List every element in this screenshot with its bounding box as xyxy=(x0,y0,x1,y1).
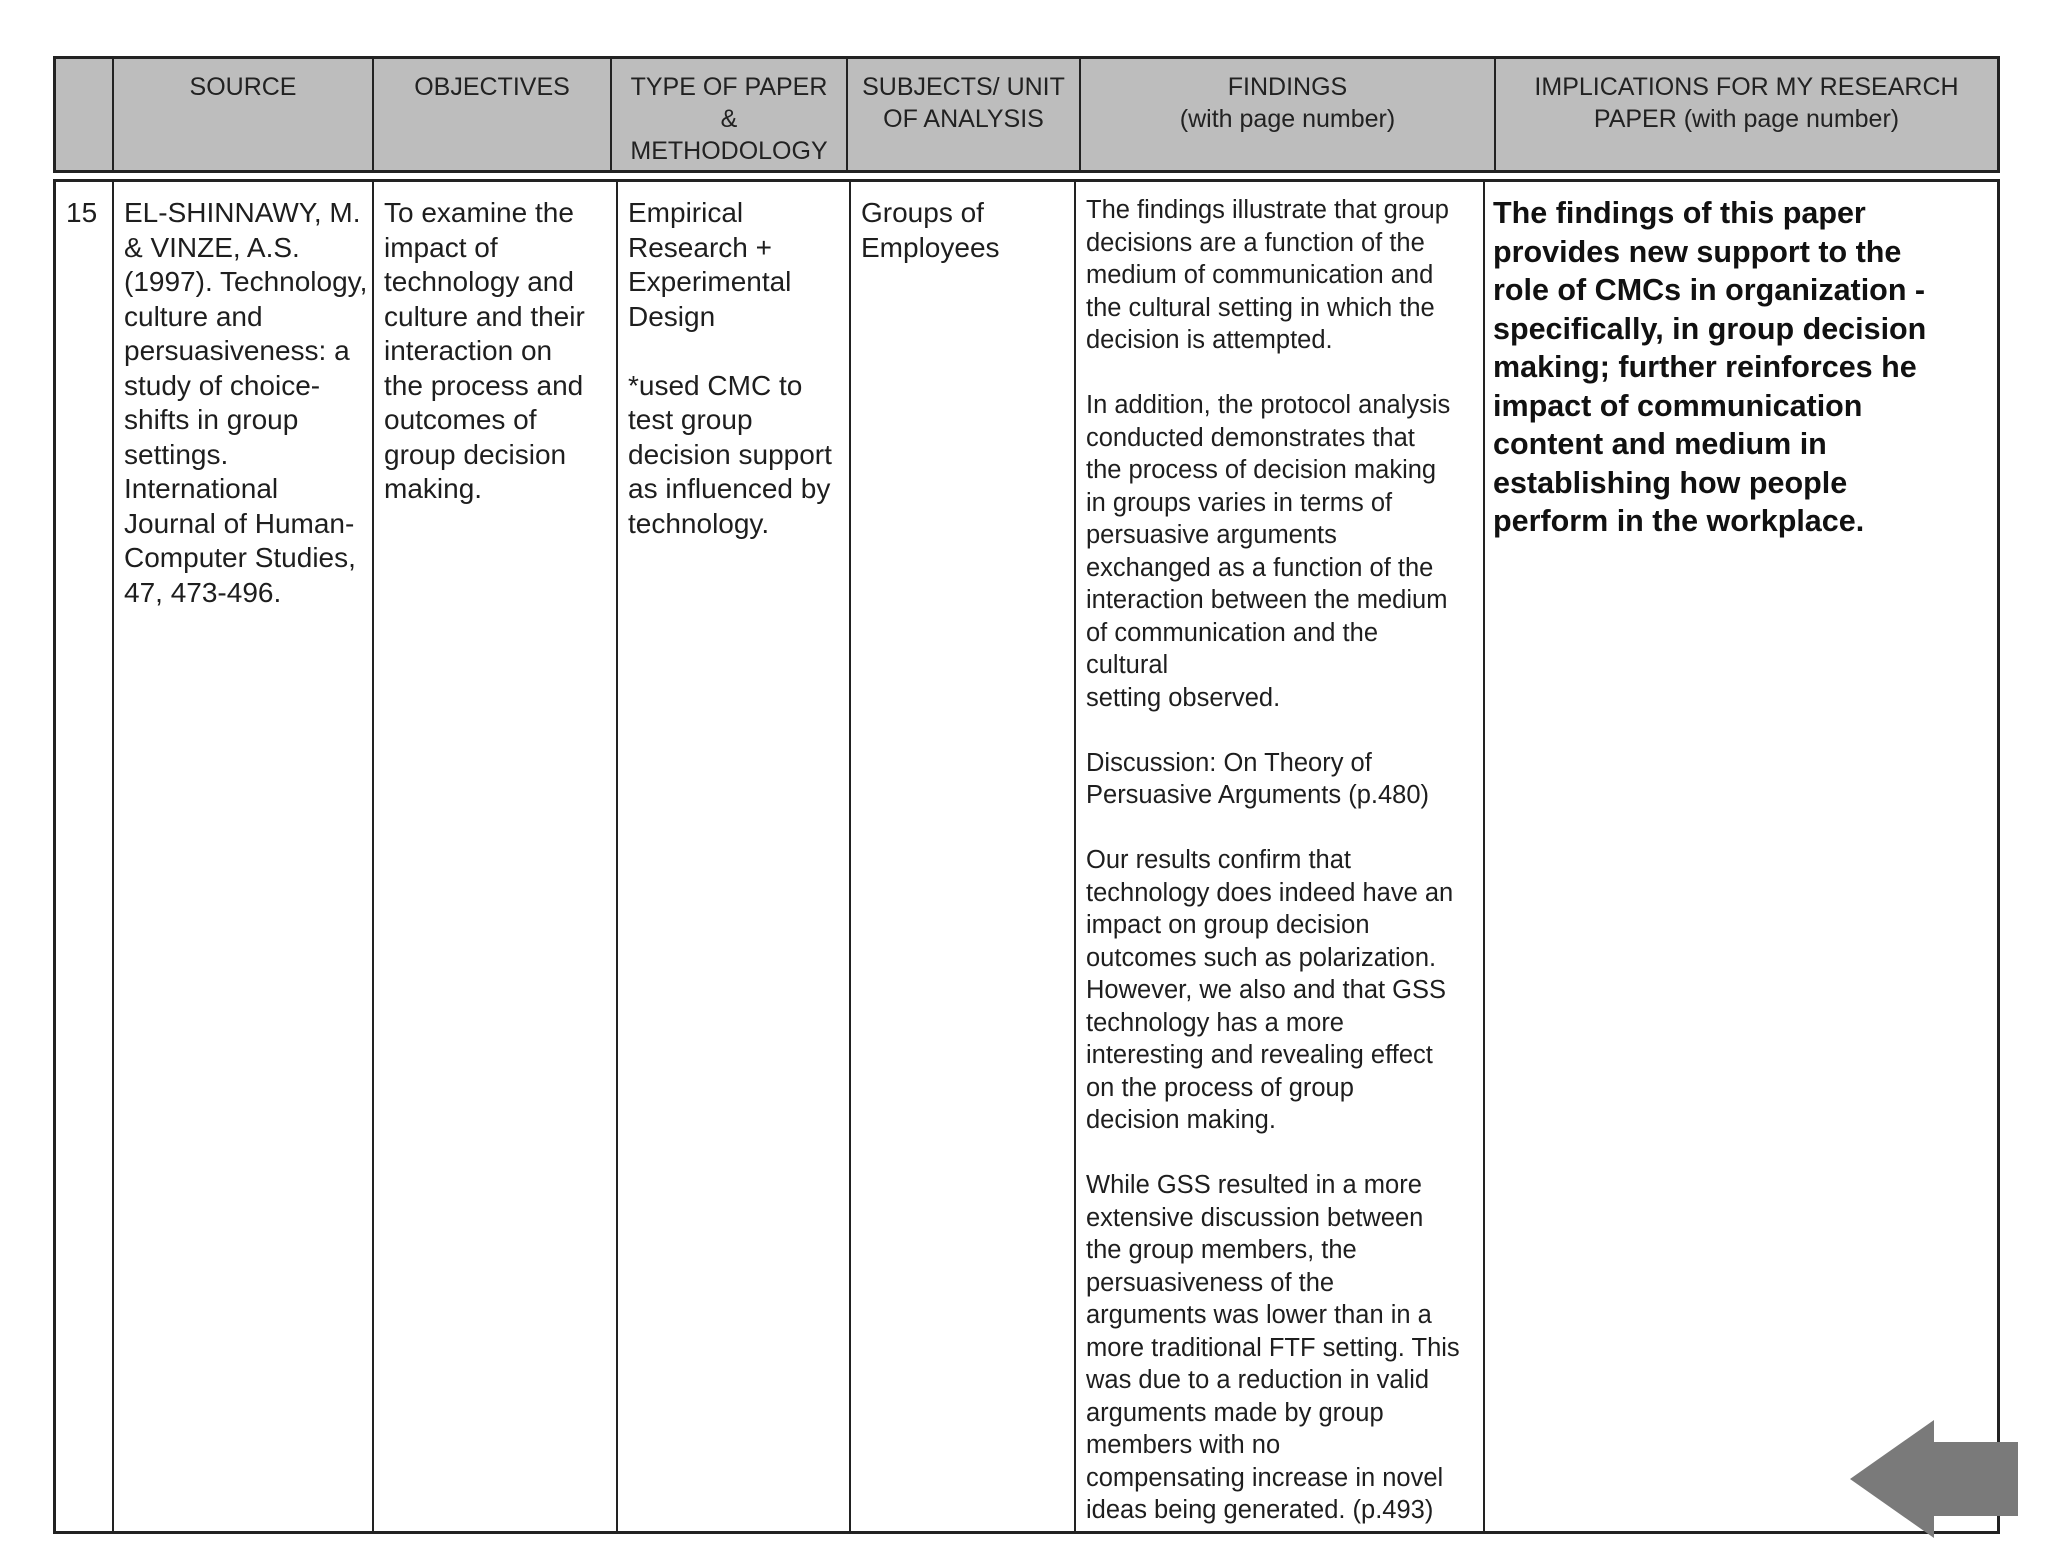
subject-line: Groups of xyxy=(861,197,984,228)
source-line: study of choice- xyxy=(124,369,321,401)
finding-line: interaction between the medium xyxy=(1086,586,1448,614)
methodology-line: technology. xyxy=(628,507,770,539)
finding-line: was due to a reduction in valid xyxy=(1086,1366,1430,1394)
finding-line: ideas being generated. (p.493) xyxy=(1086,1496,1434,1524)
finding-line: technology does indeed have an xyxy=(1086,878,1454,907)
source-line: International xyxy=(124,473,279,504)
header-col-implications xyxy=(1496,59,1997,170)
header-label-line: IMPLICATIONS FOR MY RESEARCH xyxy=(1534,73,1959,101)
findings-cell xyxy=(1076,182,1485,1531)
finding-line: medium of communication and xyxy=(1086,261,1434,289)
objective-line: impact of xyxy=(384,231,498,263)
paragraph-gap xyxy=(628,334,841,369)
header-col-findings xyxy=(1081,59,1496,170)
finding-line: the process of decision making xyxy=(1086,456,1437,484)
methodology-line: *used CMC to xyxy=(628,369,803,401)
header-label-line: OF ANALYSIS xyxy=(883,105,1044,133)
implication-line: provides new support to the xyxy=(1493,234,1902,269)
finding-line: outcomes such as polarization. xyxy=(1086,943,1437,972)
header-label-line: SOURCE xyxy=(189,73,297,101)
source-line: culture and xyxy=(124,300,263,332)
finding-line: decisions are a function of the xyxy=(1086,228,1425,257)
header-label-line: METHODOLOGY xyxy=(630,137,828,165)
source-line: Computer Studies, xyxy=(124,542,356,573)
objective-line: the process and xyxy=(384,369,584,401)
finding-line: members with no xyxy=(1086,1431,1281,1459)
table-row xyxy=(53,179,2000,1534)
objective-line: group decision xyxy=(384,438,567,470)
header-label-line: (with page number) xyxy=(1179,105,1396,133)
paragraph-gap xyxy=(1086,357,1475,390)
finding-line: in groups varies in terms of xyxy=(1086,488,1393,517)
finding-line: While GSS resulted in a more xyxy=(1086,1171,1422,1199)
finding-line: more traditional FTF setting. This xyxy=(1086,1333,1460,1362)
implication-line: impact of communication xyxy=(1493,388,1863,423)
methodology-line: Design xyxy=(628,300,716,332)
finding-line: persuasive arguments xyxy=(1086,521,1337,549)
finding-line: Persuasive Arguments (p.480) xyxy=(1086,781,1430,809)
finding-line: extensive discussion between xyxy=(1086,1203,1424,1232)
header-col-source xyxy=(114,59,374,170)
finding-line: setting observed. xyxy=(1086,683,1281,712)
subjects-cell xyxy=(851,182,1076,1531)
header-label-line: SUBJECTS/ UNIT xyxy=(862,73,1065,101)
arrow-left-icon xyxy=(1850,1420,2018,1538)
implication-line: role of CMCs in organization - xyxy=(1493,273,1926,307)
finding-line: conducted demonstrates that xyxy=(1086,423,1415,452)
objective-line: interaction on xyxy=(384,335,553,366)
finding-line: impact on group decision xyxy=(1086,911,1370,939)
source-cell xyxy=(114,182,374,1531)
implications-cell xyxy=(1485,182,1997,1531)
finding-line: of communication and the xyxy=(1086,618,1379,647)
finding-line: Discussion: On Theory of xyxy=(1086,748,1372,777)
header-label-line: PAPER (with page number) xyxy=(1593,105,1900,133)
finding-line: compensating increase in novel xyxy=(1086,1463,1444,1492)
finding-line: exchanged as a function of the xyxy=(1086,553,1434,582)
methodology-line: Experimental xyxy=(628,266,792,297)
paragraph-gap xyxy=(1086,1137,1475,1170)
source-line: EL-SHINNAWY, M. xyxy=(124,197,361,228)
source-line: persuasiveness: a xyxy=(124,335,350,366)
finding-line: technology has a more xyxy=(1086,1008,1344,1037)
objective-line: culture and their xyxy=(384,300,585,332)
objectives-cell xyxy=(374,182,618,1531)
methodology-line: test group xyxy=(628,404,753,435)
implication-line: The findings of this paper xyxy=(1493,196,1866,230)
source-line: settings. xyxy=(124,438,229,470)
header-col-objectives xyxy=(374,59,612,170)
implication-line: content and medium in xyxy=(1493,427,1827,461)
finding-line: decision is attempted. xyxy=(1086,326,1333,354)
row-number xyxy=(56,182,114,1531)
finding-line: The findings illustrate that group xyxy=(1086,196,1449,224)
header-label-line: TYPE OF PAPER xyxy=(630,73,828,101)
objective-line: outcomes of xyxy=(384,404,537,435)
implication-line: establishing how people xyxy=(1493,465,1848,500)
paragraph-gap xyxy=(1086,714,1475,747)
header-col-number xyxy=(56,59,114,170)
source-line: shifts in group xyxy=(124,404,299,435)
methodology-cell xyxy=(618,182,851,1531)
finding-line: However, we also and that GSS xyxy=(1086,976,1447,1004)
source-line: 47, 473-496. xyxy=(124,576,282,608)
objective-line: technology and xyxy=(384,266,574,297)
header-col-methodology xyxy=(612,59,848,170)
source-line: & VINZE, A.S. xyxy=(124,231,300,263)
header-col-subjects xyxy=(848,59,1081,170)
subject-line: Employees xyxy=(861,231,1000,263)
header-label-line: FINDINGS xyxy=(1227,73,1348,101)
source-line: (1997). Technology, xyxy=(124,266,368,297)
header-label-line: & xyxy=(720,105,738,133)
table-header xyxy=(53,56,2000,173)
finding-line: the group members, the xyxy=(1086,1236,1357,1264)
back-arrow-button[interactable] xyxy=(1850,1420,2018,1538)
finding-line: In addition, the protocol analysis xyxy=(1086,391,1451,419)
methodology-line: as influenced by xyxy=(628,473,831,504)
header-label-line: OBJECTIVES xyxy=(414,73,570,101)
paragraph-gap xyxy=(1086,812,1475,845)
finding-line: on the process of group xyxy=(1086,1073,1354,1102)
finding-line: Our results confirm that xyxy=(1086,846,1351,874)
implication-line: making; further reinforces he xyxy=(1493,350,1917,384)
finding-line: persuasiveness of the xyxy=(1086,1268,1335,1297)
finding-line: the cultural setting in which the xyxy=(1086,293,1435,322)
implication-line: specifically, in group decision xyxy=(1493,311,1927,346)
source-line: Journal of Human- xyxy=(124,507,355,539)
finding-line: arguments was lower than in a xyxy=(1086,1301,1432,1329)
implication-line: perform in the workplace. xyxy=(1493,504,1865,538)
objective-line: making. xyxy=(384,473,483,504)
finding-line: arguments made by group xyxy=(1086,1398,1384,1427)
objective-line: To examine the xyxy=(384,197,574,228)
methodology-line: Research + xyxy=(628,231,772,263)
finding-line: interesting and revealing effect xyxy=(1086,1041,1433,1069)
finding-line: decision making. xyxy=(1086,1106,1276,1134)
methodology-line: decision support xyxy=(628,438,832,470)
row-number-text: 15 xyxy=(66,197,98,228)
methodology-line: Empirical xyxy=(628,197,744,228)
finding-line: cultural xyxy=(1086,651,1169,679)
